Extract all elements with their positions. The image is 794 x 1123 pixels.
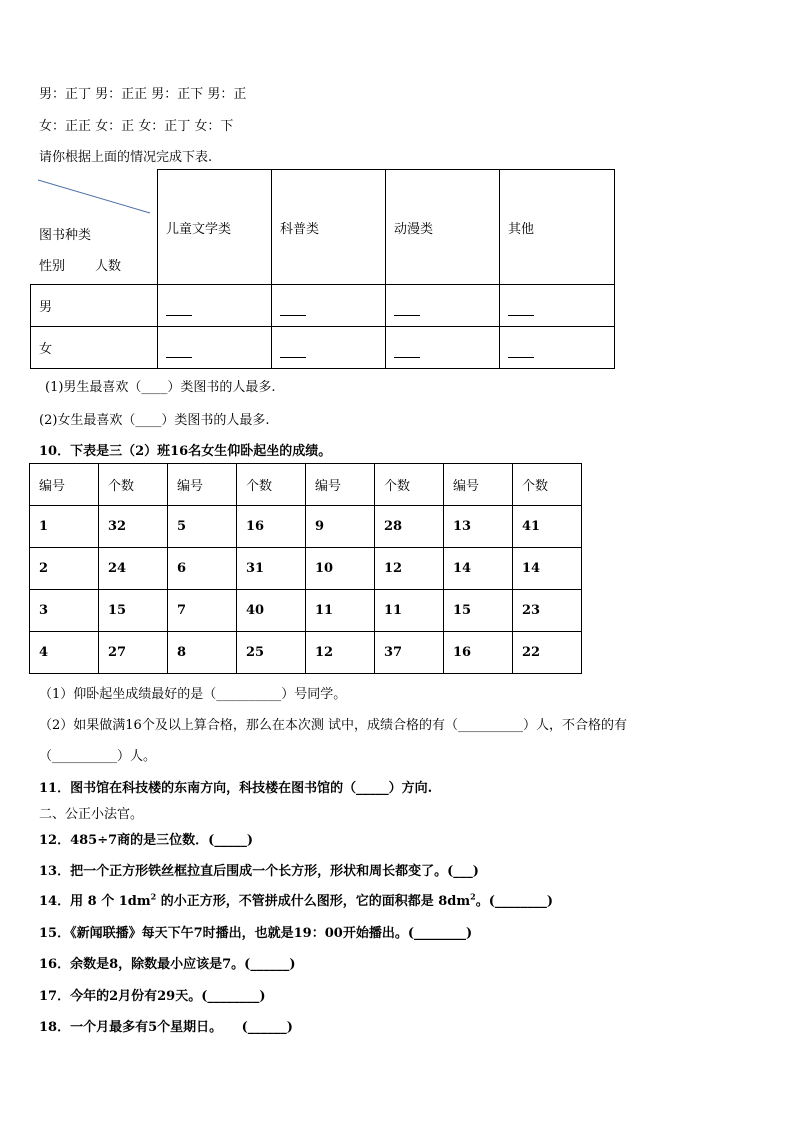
q14: [39, 890, 553, 909]
answer-cell: [500, 285, 615, 327]
answer-cell: [500, 327, 615, 369]
q14-pre: 14．用 8 个 1dm: [39, 894, 151, 909]
q9-sub1: (1)男生最喜欢（____）类图书的人最多.: [45, 380, 276, 395]
table-cell: 15: [99, 590, 168, 632]
col-header-children-lit: 儿童文学类: [158, 170, 272, 285]
table-cell: 12: [375, 548, 444, 590]
diagonal-divider: [38, 178, 158, 218]
header-cell: 编号: [168, 464, 237, 506]
q13: 13．把一个正方形铁丝框拉直后围成一个长方形，形状和周长都变了。(___): [39, 864, 479, 879]
q11: 11．图书馆在科技楼的东南方向，科技楼在图书馆的（_____）方向.: [39, 781, 433, 796]
col-header-other: 其他: [500, 170, 615, 285]
q14-sup-1: 2: [150, 891, 157, 902]
table-cell: 32: [99, 506, 168, 548]
table-cell: 25: [237, 632, 306, 674]
q10-sub1: （1）仰卧起坐成绩最好的是（__________）号同学。: [39, 687, 347, 702]
table-cell: 1: [30, 506, 99, 548]
table-cell: 23: [513, 590, 582, 632]
col-header-science: 科普类: [272, 170, 386, 285]
table-cell: 11: [306, 590, 375, 632]
table-cell: 16: [444, 632, 513, 674]
table-cell: 10: [306, 548, 375, 590]
table-cell: 13: [444, 506, 513, 548]
q9-sub2: (2)女生最喜欢（____）类图书的人最多.: [39, 413, 270, 428]
table-cell: 2: [30, 548, 99, 590]
table-cell: 4: [30, 632, 99, 674]
table-cell: 40: [237, 590, 306, 632]
q18: 18．一个月最多有5个星期日。 (______): [39, 1020, 293, 1035]
table-cell: 5: [168, 506, 237, 548]
q10-title: 10．下表是三（2）班16名女生仰卧起坐的成绩。: [39, 444, 332, 459]
q14-mid: 的小正方形，不管拼成什么图形，它的面积都是 8dm: [156, 894, 471, 909]
answer-cell: [158, 327, 272, 369]
corner-label-book-type: 图书种类: [39, 228, 92, 243]
q10-sub2-line2: （__________）人。: [39, 749, 157, 764]
table-cell: 14: [513, 548, 582, 590]
q10-sub2-line1: （2）如果做满16个及以上算合格，那么在本次测 试中，成绩合格的有（__________）人，不合格的有: [39, 718, 627, 733]
table-cell: 3: [30, 590, 99, 632]
table-cell: 16: [237, 506, 306, 548]
corner-label-gender: 性别: [39, 259, 66, 274]
tally-girls: 女：正正 女：正 女：正丁 女：下: [39, 119, 234, 134]
answer-cell: [386, 327, 500, 369]
header-cell: 编号: [306, 464, 375, 506]
q12: 12．485÷7商的是三位数．(_____): [39, 833, 253, 848]
answer-cell: [158, 285, 272, 327]
answer-cell: [272, 327, 386, 369]
q17: 17．今年的2月份有29天。(________): [39, 989, 266, 1004]
table-cell: 7: [168, 590, 237, 632]
header-cell: 编号: [30, 464, 99, 506]
table-cell: 14: [444, 548, 513, 590]
q16: 16．余数是8，除数最小应该是7。(______): [39, 957, 296, 972]
header-cell: 编号: [444, 464, 513, 506]
table-cell: 37: [375, 632, 444, 674]
table-cell: 27: [99, 632, 168, 674]
answer-cell: [272, 285, 386, 327]
header-cell: 个数: [513, 464, 582, 506]
table-cell: 31: [237, 548, 306, 590]
table-cell: 9: [306, 506, 375, 548]
col-header-comics: 动漫类: [386, 170, 500, 285]
q15: 15．《新闻联播》每天下午7时播出，也就是19：00开始播出。(________): [39, 926, 473, 941]
q14-sup-2: 2: [470, 891, 476, 902]
section-2-title: 二、公正小法官。: [39, 807, 144, 822]
table-cell: 22: [513, 632, 582, 674]
table-cell: 28: [375, 506, 444, 548]
table-cell: 12: [306, 632, 375, 674]
q14-post: 。(________): [475, 894, 554, 909]
table-cell: 24: [99, 548, 168, 590]
situp-score-table: [29, 463, 582, 674]
row-header-girls: 女: [31, 327, 158, 369]
tally-boys: 男：正丁 男：正正 男：正下 男：正: [39, 87, 247, 102]
instruction: 请你根据上面的情况完成下表.: [39, 150, 213, 165]
table-cell: 15: [444, 590, 513, 632]
row-header-boys: 男: [31, 285, 158, 327]
corner-label-count: 人数: [95, 259, 122, 274]
table-cell: 11: [375, 590, 444, 632]
header-cell: 个数: [99, 464, 168, 506]
table-cell: 41: [513, 506, 582, 548]
header-cell: 个数: [237, 464, 306, 506]
header-cell: 个数: [375, 464, 444, 506]
table-cell: 8: [168, 632, 237, 674]
answer-cell: [386, 285, 500, 327]
table-cell: 6: [168, 548, 237, 590]
